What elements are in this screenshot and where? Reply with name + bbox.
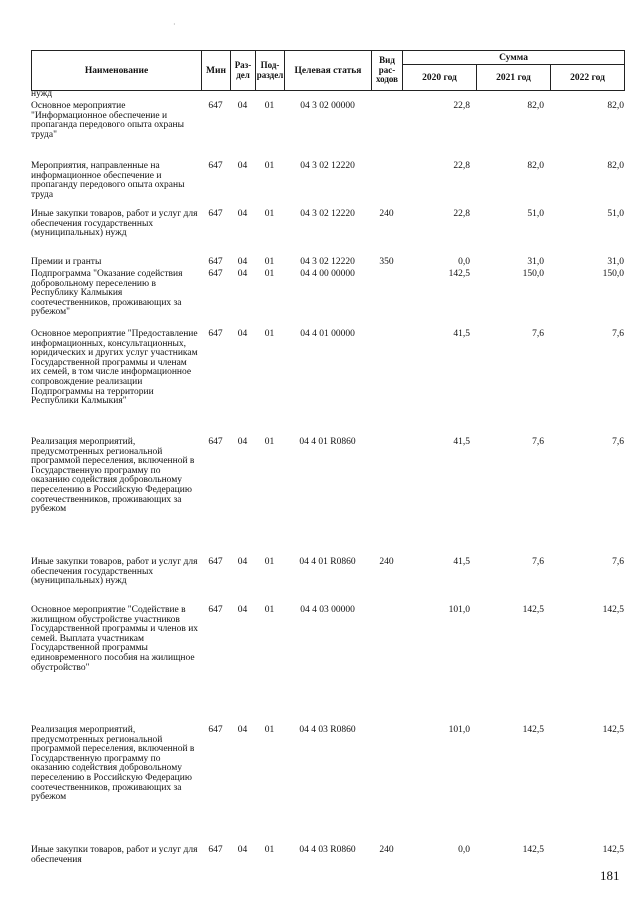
row-vid <box>371 606 402 726</box>
row-min: 647 <box>208 557 223 567</box>
row-razdel: 04 <box>237 257 248 267</box>
row-min: 647 <box>208 209 223 219</box>
page-number: 181 <box>600 868 620 883</box>
row-sum-2022: 82,0 <box>607 101 624 111</box>
table-row <box>31 162 624 210</box>
row-target: 04 4 00 00000 <box>300 269 355 279</box>
row-sum-2021: 142,5 <box>522 605 544 615</box>
row-sum-2020: 41,5 <box>453 437 470 447</box>
table-row <box>31 438 624 558</box>
row-sum-2021: 7,6 <box>532 437 544 447</box>
row-min: 647 <box>208 725 223 735</box>
budget-table <box>31 90 624 870</box>
row-sum-2021: 150,0 <box>522 269 544 279</box>
row-vid: 240 <box>379 557 394 567</box>
table-header <box>31 50 625 91</box>
row-sum-2021: 82,0 <box>527 101 544 111</box>
row-sum-2022: 51,0 <box>607 209 624 219</box>
table-row <box>31 558 624 606</box>
row-podrazdel: 01 <box>264 257 275 267</box>
row-sum-2021: 31,0 <box>527 257 544 267</box>
row-target: 04 3 02 12220 <box>300 257 355 267</box>
row-sum-2022: 82,0 <box>607 161 624 171</box>
row-sum-2022: 142,5 <box>602 605 624 615</box>
table-row <box>31 102 624 162</box>
row-min: 647 <box>208 437 223 447</box>
row-name: Подпрограмма "Оказание содействия добровольному переселению в Республику Калмыкия соотечественников, проживающих за рубежом" <box>31 269 183 318</box>
row-sum-2020: 0,0 <box>458 845 470 855</box>
row-razdel: 04 <box>237 725 248 735</box>
row-vid <box>371 90 402 102</box>
row-vid <box>371 438 402 558</box>
row-sum-2020: 22,8 <box>453 209 470 219</box>
row-sum-2022: 7,6 <box>612 437 624 447</box>
row-sum-2020: 22,8 <box>453 161 470 171</box>
table-row <box>31 270 624 330</box>
row-sum-2022: 142,5 <box>602 845 624 855</box>
scan-mark: · <box>173 20 176 29</box>
row-min: 647 <box>208 605 223 615</box>
row-podrazdel: 01 <box>264 845 275 855</box>
row-target: 04 4 01 R0860 <box>299 557 356 567</box>
row-name: Мероприятия, направленные на информационное обеспечение и пропаганду передового опыта охраны труда <box>31 161 185 200</box>
table-row <box>31 330 624 438</box>
row-sum-2020: 0,0 <box>458 257 470 267</box>
row-name: Реализация мероприятий, предусмотренных региональной программой переселения, включенной в Государственную программу по оказанию содействия добровольному переселению в Российскую Федерацию соотечественников, проживающих за рубежом <box>31 437 195 515</box>
row-name: Основное мероприятие "Информационное обеспечение и пропаганда передового опыта охраны труда" <box>31 101 184 140</box>
row-podrazdel: 01 <box>264 557 275 567</box>
row-podrazdel: 01 <box>264 209 275 219</box>
row-vid <box>371 162 402 210</box>
row-razdel: 04 <box>237 329 248 339</box>
row-name: Премии и гранты <box>31 257 102 267</box>
row-sum-2021: 142,5 <box>522 845 544 855</box>
row-sum-2021: 82,0 <box>527 161 544 171</box>
row-min: 647 <box>208 269 223 279</box>
row-sum-2020: 41,5 <box>453 329 470 339</box>
row-name: Иные закупки товаров, работ и услуг для обеспечения государственных (муниципальных) нужд <box>31 209 198 239</box>
row-sum-2021: 7,6 <box>532 557 544 567</box>
row-sum-2021: 51,0 <box>527 209 544 219</box>
row-target: 04 4 01 00000 <box>300 329 355 339</box>
header-2020: 2020 год <box>403 65 477 91</box>
row-target: 04 4 03 R0860 <box>299 845 356 855</box>
row-podrazdel: 01 <box>264 437 275 447</box>
row-podrazdel: 01 <box>264 269 275 279</box>
row-razdel: 04 <box>237 557 248 567</box>
header-vid: Вид рас-ходов <box>372 51 403 91</box>
row-sum-2020: 41,5 <box>453 557 470 567</box>
row-min: 647 <box>208 257 223 267</box>
row-name: Основное мероприятие "Предоставление информационных, консультационных, юридических и других услуг участникам Государственной программы и членам их семей, в том числе информационное сопровождение реализации Подпрограммы на территории Республики Калмыкия" <box>31 329 198 407</box>
row-name: Иные закупки товаров, работ и услуг для обеспечения государственных (муниципальных) нужд <box>31 557 198 587</box>
header-razdel: Раз-дел <box>231 51 256 91</box>
row-podrazdel: 01 <box>264 725 275 735</box>
row-sum-2022: 31,0 <box>607 257 624 267</box>
row-sum-2022: 142,5 <box>602 725 624 735</box>
row-min: 647 <box>208 329 223 339</box>
row-name: Реализация мероприятий, предусмотренных региональной программой переселения, включенной в Государственную программу по оказанию содействия добровольному переселению в Российскую Федерацию соотечественников, проживающих за рубежом <box>31 725 195 803</box>
row-target: 04 4 03 00000 <box>300 605 355 615</box>
row-name: Иные закупки товаров, работ и услуг для обеспечения <box>31 845 198 865</box>
row-sum-2021: 7,6 <box>532 329 544 339</box>
row-sum-2021: 142,5 <box>522 725 544 735</box>
row-razdel: 04 <box>237 845 248 855</box>
header-min: Мин <box>202 51 231 91</box>
table-row <box>31 726 624 846</box>
table-row <box>31 210 624 258</box>
row-min: 647 <box>208 845 223 855</box>
row-target: 04 4 03 R0860 <box>299 725 356 735</box>
row-sum-2022: 7,6 <box>612 329 624 339</box>
row-podrazdel: 01 <box>264 605 275 615</box>
header-sum: Сумма <box>403 51 625 65</box>
row-vid: 240 <box>379 209 394 219</box>
table-row <box>31 846 624 870</box>
header-name: Наименование <box>32 51 202 91</box>
row-min: 647 <box>208 161 223 171</box>
row-sum-2022: 150,0 <box>602 269 624 279</box>
row-target: 04 3 02 12220 <box>300 209 355 219</box>
row-razdel: 04 <box>237 269 248 279</box>
row-razdel: 04 <box>237 101 248 111</box>
row-vid <box>371 330 402 438</box>
header-2021: 2021 год <box>477 65 551 91</box>
row-vid: 350 <box>379 257 394 267</box>
row-sum-2020: 22,8 <box>453 101 470 111</box>
row-razdel: 04 <box>237 437 248 447</box>
row-razdel: 04 <box>237 209 248 219</box>
row-min: 647 <box>208 101 223 111</box>
row-sum-2022: 7,6 <box>612 557 624 567</box>
row-vid <box>371 726 402 846</box>
header-2022: 2022 год <box>551 65 625 91</box>
row-vid <box>371 102 402 162</box>
row-vid <box>371 270 402 330</box>
header-podrazdel: Под-раздел <box>256 51 285 91</box>
row-podrazdel: 01 <box>264 329 275 339</box>
row-razdel: 04 <box>237 605 248 615</box>
row-sum-2020: 142,5 <box>448 269 470 279</box>
row-vid: 240 <box>379 845 394 855</box>
row-sum-2020: 101,0 <box>448 725 470 735</box>
row-podrazdel: 01 <box>264 161 275 171</box>
row-podrazdel: 01 <box>264 101 275 111</box>
row-name: нужд <box>31 89 53 99</box>
row-razdel: 04 <box>237 161 248 171</box>
row-target: 04 3 02 00000 <box>300 101 355 111</box>
header-target: Целевая статья <box>285 51 372 91</box>
table-row <box>31 606 624 726</box>
row-sum-2020: 101,0 <box>448 605 470 615</box>
row-target: 04 3 02 12220 <box>300 161 355 171</box>
row-name: Основное мероприятие "Содействие в жилищном обустройстве участников Государственной программы и членов их семей. Выплата участникам Государственной программы единовременного пособия на жилищное обустройство" <box>31 605 199 673</box>
row-target: 04 4 01 R0860 <box>299 437 356 447</box>
